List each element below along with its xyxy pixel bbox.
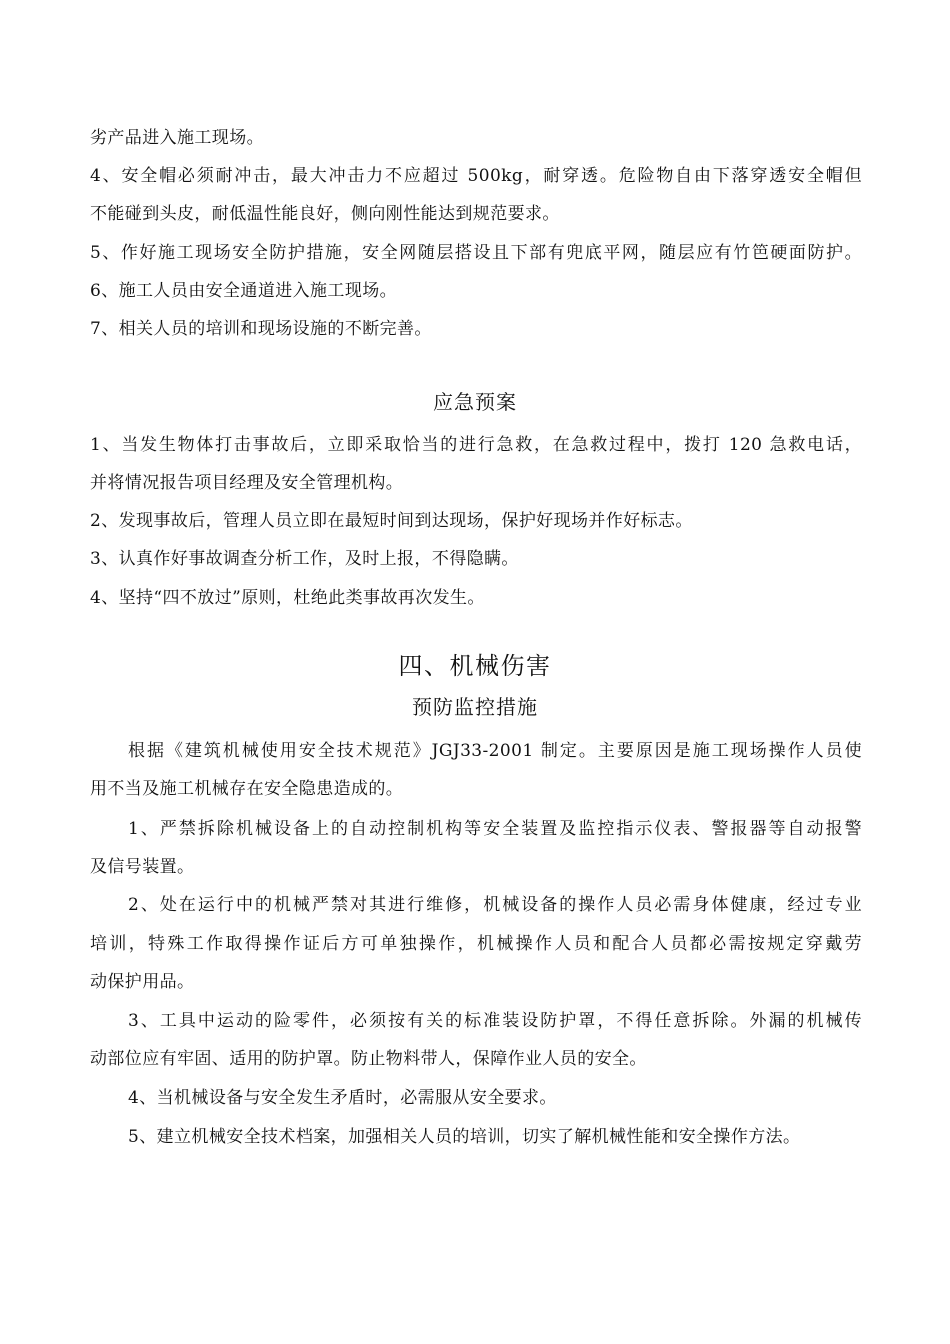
paragraph-line: 3、工具中运动的险零件，必须按有关的标准装设防护罩，不得任意拆除。外漏的机械传 — [128, 1011, 862, 1031]
paragraph-line: 2、发现事故后，管理人员立即在最短时间到达现场，保护好现场并作好标志。 — [90, 511, 693, 531]
paragraph-line: 5、作好施工现场安全防护措施，安全网随层搭设且下部有兜底平网，随层应有竹笆硬面防护。 — [90, 243, 862, 263]
paragraph-line: 根据《建筑机械使用安全技术规范》JGJ33-2001 制定。主要原因是施工现场操作人员使 — [128, 741, 862, 761]
paragraph-line: 劣产品进入施工现场。 — [90, 128, 264, 148]
paragraph-line: 1、当发生物体打击事故后，立即采取恰当的进行急救，在急救过程中，拨打 120 急救电话， — [90, 435, 862, 455]
chapter-heading: 四、机械伤害 — [398, 652, 552, 680]
paragraph-line: 动部位应有牢固、适用的防护罩。防止物料带人，保障作业人员的安全。 — [90, 1049, 647, 1069]
paragraph-line: 1、严禁拆除机械设备上的自动控制机构等安全装置及监控指示仪表、警报器等自动报警 — [128, 819, 862, 839]
paragraph-line: 4、坚持“四不放过”原则，杜绝此类事故再次发生。 — [90, 588, 485, 608]
paragraph-line: 并将情况报告项目经理及安全管理机构。 — [90, 473, 404, 493]
paragraph-line: 3、认真作好事故调查分析工作，及时上报，不得隐瞒。 — [90, 549, 519, 569]
paragraph-line: 5、建立机械安全技术档案，加强相关人员的培训，切实了解机械性能和安全操作方法。 — [128, 1127, 801, 1147]
section-heading-emergency: 应急预案 — [433, 390, 517, 414]
paragraph-line: 6、施工人员由安全通道进入施工现场。 — [90, 281, 398, 301]
paragraph-line: 4、安全帽必须耐冲击，最大冲击力不应超过 500kg，耐穿透。危险物自由下落穿透安全帽但 — [90, 166, 862, 186]
paragraph-line: 7、相关人员的培训和现场设施的不断完善。 — [90, 319, 432, 339]
section-heading-prevention: 预防监控措施 — [412, 695, 538, 719]
paragraph-line: 不能碰到头皮，耐低温性能良好，侧向刚性能达到规范要求。 — [90, 204, 560, 224]
paragraph-line: 及信号装置。 — [90, 857, 195, 877]
paragraph-line: 用不当及施工机械存在安全隐患造成的。 — [90, 779, 404, 799]
paragraph-line: 2、处在运行中的机械严禁对其进行维修，机械设备的操作人员必需身体健康，经过专业 — [128, 895, 862, 915]
paragraph-line: 培训，特殊工作取得操作证后方可单独操作，机械操作人员和配合人员都必需按规定穿戴劳 — [90, 934, 862, 954]
paragraph-line: 动保护用品。 — [90, 972, 195, 992]
paragraph-line: 4、当机械设备与安全发生矛盾时，必需服从安全要求。 — [128, 1088, 557, 1108]
